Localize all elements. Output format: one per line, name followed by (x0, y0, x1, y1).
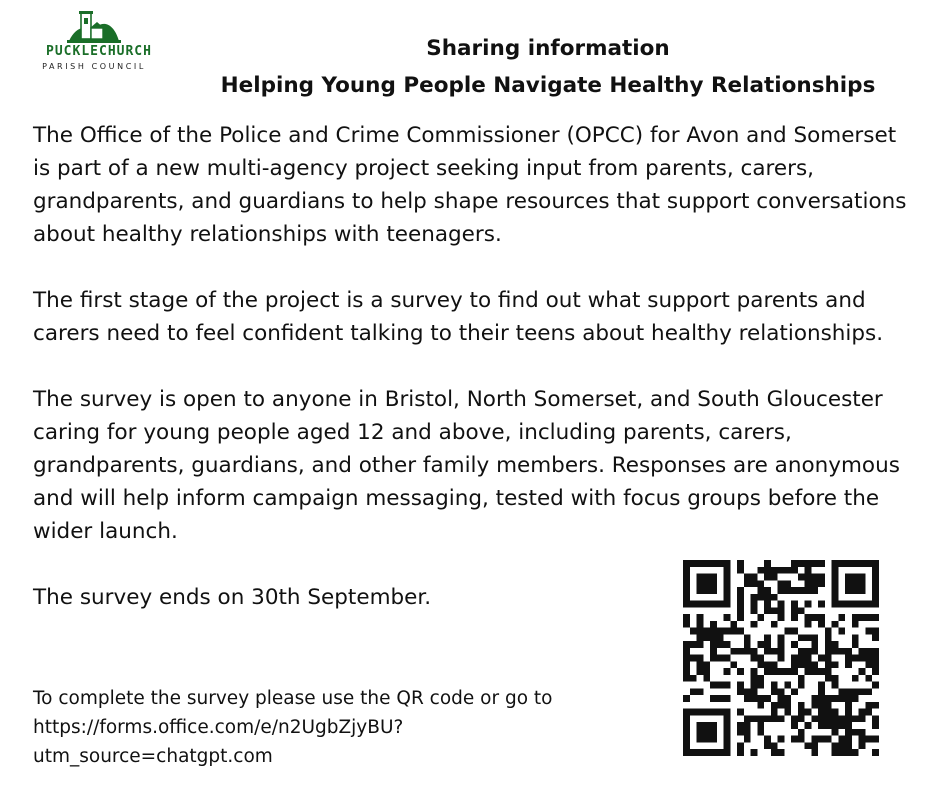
logo-name: PUCKLECHURCH (46, 44, 152, 59)
church-tree-logo-icon (67, 10, 121, 44)
paragraph-intro: The Office of the Police and Crime Commissioner (OPCC) for Avon and Somerset is part of a new multi-agency project seeking input from parents, carers, grandparents, and guardians to help shape resources that support conversations about healthy relationships with teenagers. (33, 123, 907, 247)
paragraph-first-stage: The first stage of the project is a survey to find out what support parents and carers need to feel confident talking to their teens about healthy relationships. (33, 288, 884, 346)
qr-code-icon[interactable] (683, 560, 879, 756)
survey-link-continued[interactable]: utm_source=chatgpt.com (33, 746, 273, 767)
title-line-2: Helping Young People Navigate Healthy Relationships (220, 73, 876, 98)
title-line-1: Sharing information (426, 36, 670, 61)
instructions-text: To complete the survey please use the QR code or go to (33, 688, 553, 709)
logo-subtitle: PARISH COUNCIL (42, 62, 146, 71)
parish-council-logo (24, 10, 164, 76)
paragraph-end-date: The survey ends on 30th September. (33, 585, 432, 610)
page-title (170, 30, 926, 104)
survey-instructions (33, 684, 663, 771)
survey-link[interactable]: https://forms.office.com/e/n2UgbZjyBU? (33, 717, 404, 738)
paragraph-eligibility: The survey is open to anyone in Bristol, North Somerset, and South Gloucester caring for young people aged 12 and above, including parents, carers, grandparents, guardians, and other family members. Responses are anonymous and will help inform campaign messaging, tested with focus groups before the wider launch. (33, 387, 900, 544)
